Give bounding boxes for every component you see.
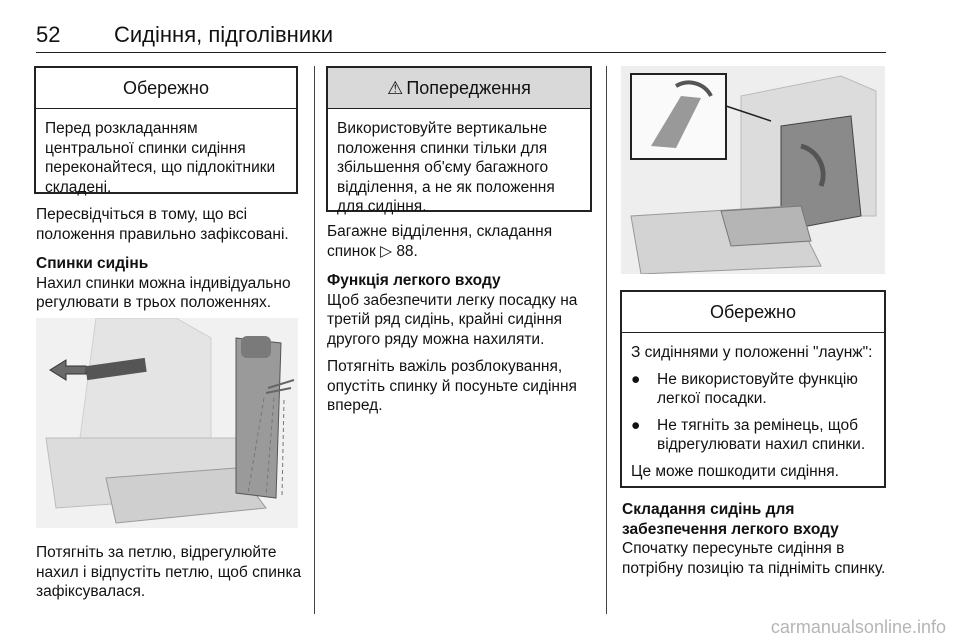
warning-triangle-icon: ⚠	[387, 77, 404, 98]
caution-content	[622, 333, 884, 491]
seat-diagram	[621, 66, 885, 274]
caution-title: Обережно	[622, 292, 884, 333]
reference-text: Багажне відділення, складання спинок	[327, 223, 553, 260]
column-divider	[314, 66, 315, 614]
caution-outro: Це може пошкодити сидіння.	[631, 462, 839, 480]
warning-title: Попередження	[406, 77, 531, 98]
paragraph: Потягніть важіль розблокування, опустіть спинку й посуньте сидіння вперед.	[327, 358, 577, 414]
page-title: Сидіння, підголівники	[114, 22, 334, 47]
watermark: carmanualsonline.info	[770, 617, 946, 637]
warning-header	[328, 68, 590, 109]
bullet-icon: ●	[631, 416, 641, 434]
paragraph: Нахил спинки можна індивідуально регулювати в трьох положеннях.	[36, 274, 291, 311]
caution-box	[620, 290, 886, 488]
easy-entry-illustration	[621, 66, 885, 274]
seat-diagram	[36, 318, 298, 528]
caution-title: Обережно	[36, 68, 296, 109]
section-heading: Складання сидінь для забезпечення легкого входу	[622, 501, 839, 538]
paragraph: Пересвідчіться в тому, що всі положення правильно зафіксовані.	[36, 206, 289, 243]
seat-backrest-illustration	[36, 318, 298, 528]
column-1-text	[36, 205, 304, 313]
caution-intro: З сидіннями у положенні "лаунж":	[631, 344, 873, 361]
list-item: ● Не тягніть за ремінець, щоб відрегулювати нахил спинки.	[631, 416, 866, 453]
warning-text: Використовуйте вертикальне положення спинки тільки для збільшення об'єму багажного відділення, а не як положення для сидіння.	[337, 120, 555, 215]
page-header	[36, 18, 886, 53]
bullet-icon: ●	[631, 370, 641, 388]
page-number: 52	[36, 22, 61, 47]
caution-text: Перед розкладанням центральної спинки сидіння переконайтеся, що підлокітники складені.	[45, 120, 276, 196]
paragraph: Потягніть за петлю, відрегулюйте нахил і відпустіть петлю, щоб спинка зафіксувалася.	[36, 544, 302, 600]
cross-reference	[327, 222, 597, 261]
paragraph: Спочатку пересуньте сидіння в потрібну позицію та підніміть спинку.	[622, 540, 886, 577]
warning-box	[326, 66, 592, 215]
column-3-text	[622, 500, 886, 578]
paragraph: Щоб забезпечити легку посадку на третій ряд сидінь, крайні сидіння другого ряду можна нахиляти.	[327, 291, 578, 348]
caution-box	[34, 66, 298, 194]
page-ref-icon: ▷	[380, 242, 392, 260]
column-divider	[606, 66, 607, 614]
column-2-text	[327, 222, 597, 416]
section-heading: Функція легкого входу	[327, 272, 501, 289]
list-item: ● Не використовуйте функцію легкої посадки.	[631, 370, 858, 407]
section-heading: Спинки сидінь	[36, 255, 149, 272]
page-ref: 88.	[396, 242, 418, 260]
